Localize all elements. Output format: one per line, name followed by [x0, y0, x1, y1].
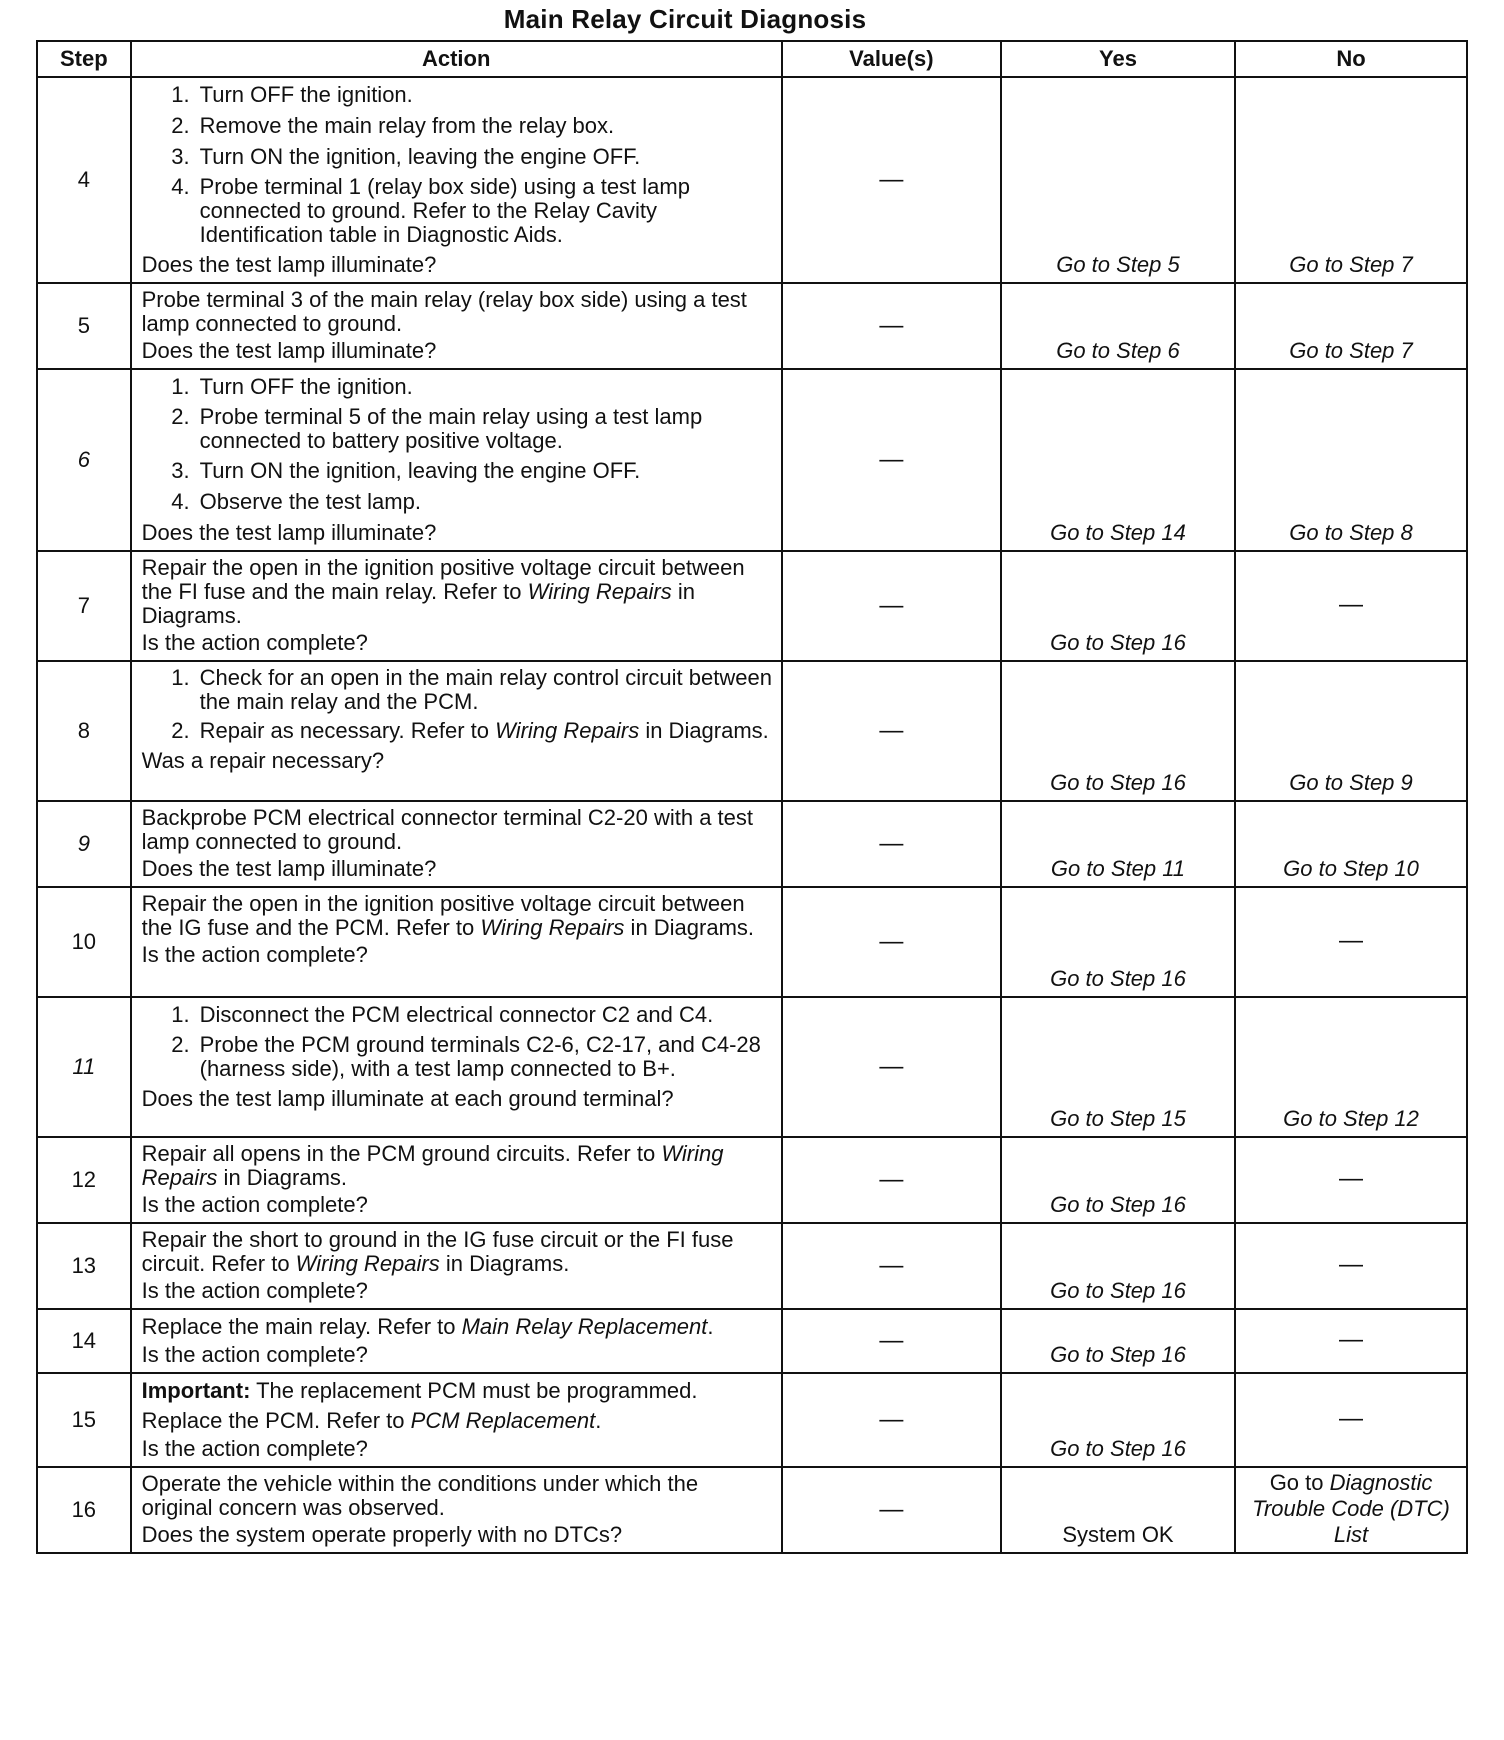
- item-number: 4.: [171, 489, 190, 514]
- important-text: The replacement PCM must be programmed.: [250, 1378, 698, 1403]
- no-cell: —: [1235, 1137, 1467, 1223]
- action-text-part: Repair all opens in the PCM ground circuits. Refer to: [141, 1141, 662, 1166]
- action-text-part: .: [595, 1408, 602, 1433]
- action-text: [142, 1228, 775, 1276]
- action-cell: [131, 1373, 782, 1467]
- item-text: Probe the PCM ground terminals C2-6, C2-17, and C4-28 (harness side), with a test lamp connected to B+.: [199, 1032, 761, 1081]
- action-cell: [131, 1223, 782, 1309]
- item-text: Turn ON the ignition, leaving the engine OFF.: [199, 144, 641, 169]
- item-number: 1.: [171, 82, 190, 107]
- action-text: [142, 556, 775, 628]
- step-number: 5: [37, 283, 131, 369]
- step-number: 10: [37, 887, 131, 997]
- table-row: [37, 551, 1467, 661]
- question-text: Does the test lamp illuminate?: [141, 856, 437, 881]
- important-label: Important:: [141, 1378, 251, 1403]
- action-cell: [131, 283, 782, 369]
- action-cell: [131, 661, 782, 801]
- table-row: [37, 283, 1467, 369]
- yes-cell: Go to Step 16: [1001, 551, 1235, 661]
- item-number: 4.: [171, 174, 190, 199]
- reference-link-text: Wiring Repairs: [295, 1251, 440, 1276]
- step-number: 8: [37, 661, 131, 801]
- item-text-part: in Diagrams.: [639, 718, 769, 743]
- action-text-part: Repair the open in the ignition positive voltage circuit between the FI fuse and the main relay. Refer to: [141, 555, 745, 604]
- header-step: Step: [37, 41, 131, 77]
- action-text: Backprobe PCM electrical connector terminal C2-20 with a test lamp connected to ground.: [141, 805, 753, 854]
- action-text-part: in Diagrams.: [217, 1165, 348, 1190]
- action-text-part: Repair the open in the ignition positive voltage circuit between the IG fuse and the PCM. Refer to: [141, 891, 745, 940]
- no-cell: Go to Step 9: [1235, 661, 1467, 801]
- list-item: [142, 175, 775, 247]
- table-row: [37, 887, 1467, 997]
- question-text: Is the action complete?: [141, 1278, 368, 1303]
- table-row: [37, 997, 1467, 1137]
- step-number: 16: [37, 1467, 131, 1553]
- no-cell: Go to Step 7: [1235, 77, 1467, 283]
- no-cell: —: [1235, 1309, 1467, 1373]
- value-cell: —: [782, 77, 1001, 283]
- list-item: [142, 1002, 775, 1028]
- item-number: 3.: [171, 144, 190, 169]
- reference-link-text: Wiring Repairs: [141, 1141, 724, 1190]
- action-cell: [131, 77, 782, 283]
- question-text: Is the action complete?: [141, 1192, 368, 1217]
- step-number: 4: [37, 77, 131, 283]
- value-cell: —: [782, 661, 1001, 801]
- action-text-part: Replace the main relay. Refer to: [141, 1314, 462, 1339]
- item-number: 1.: [171, 665, 190, 690]
- action-text-part: in Diagrams.: [624, 915, 755, 940]
- value-cell: —: [782, 551, 1001, 661]
- action-text-part: Repair the short to ground in the IG fuse circuit or the FI fuse circuit. Refer to: [141, 1227, 734, 1276]
- header-action: Action: [131, 41, 782, 77]
- list-item: [142, 144, 775, 170]
- action-text: Operate the vehicle within the conditions under which the original concern was observed.: [141, 1471, 699, 1520]
- table-row: [37, 77, 1467, 283]
- no-cell: —: [1235, 1373, 1467, 1467]
- question-text: Was a repair necessary?: [141, 748, 385, 773]
- yes-cell: Go to Step 5: [1001, 77, 1235, 283]
- item-text: Remove the main relay from the relay box.: [199, 113, 615, 138]
- important-note: [142, 1378, 775, 1404]
- action-text: [142, 1142, 775, 1190]
- no-cell: —: [1235, 551, 1467, 661]
- item-text: Observe the test lamp.: [199, 489, 421, 514]
- action-cell: [131, 369, 782, 551]
- question-text: Does the test lamp illuminate?: [141, 252, 437, 277]
- header-no: No: [1235, 41, 1467, 77]
- step-number: 9: [37, 801, 131, 887]
- value-cell: —: [782, 1137, 1001, 1223]
- item-text: Turn ON the ignition, leaving the engine OFF.: [199, 458, 641, 483]
- action-text-part: in Diagrams.: [141, 579, 695, 628]
- list-item: [142, 458, 775, 484]
- action-text: [142, 1408, 775, 1434]
- list-item: [142, 374, 775, 400]
- value-cell: —: [782, 997, 1001, 1137]
- value-cell: —: [782, 887, 1001, 997]
- action-cell: [131, 1137, 782, 1223]
- value-cell: —: [782, 1309, 1001, 1373]
- question-text: Does the test lamp illuminate?: [141, 338, 437, 363]
- value-cell: —: [782, 1373, 1001, 1467]
- table-row: [37, 369, 1467, 551]
- header-yes: Yes: [1001, 41, 1235, 77]
- yes-cell: Go to Step 11: [1001, 801, 1235, 887]
- item-text: Probe terminal 1 (relay box side) using a test lamp connected to ground. Refer to the Relay Cavity Identification table in Diagnostic Aids.: [199, 174, 690, 247]
- item-text: Turn OFF the ignition.: [199, 374, 413, 399]
- page-title: Main Relay Circuit Diagnosis: [503, 4, 867, 34]
- list-item: [142, 82, 775, 108]
- list-item: [142, 113, 775, 139]
- step-number: 14: [37, 1309, 131, 1373]
- item-text: Probe terminal 5 of the main relay using a test lamp connected to battery positive voltage.: [199, 404, 703, 453]
- no-cell: Go to Step 7: [1235, 283, 1467, 369]
- action-cell: [131, 1309, 782, 1373]
- no-cell: —: [1235, 1223, 1467, 1309]
- question-text: Is the action complete?: [141, 942, 368, 967]
- step-number: 15: [37, 1373, 131, 1467]
- item-number: 2.: [171, 113, 190, 138]
- table-row: [37, 1467, 1467, 1553]
- yes-cell: Go to Step 16: [1001, 1223, 1235, 1309]
- no-cell: Go to Step 10: [1235, 801, 1467, 887]
- yes-cell: Go to Step 14: [1001, 369, 1235, 551]
- list-item: [142, 666, 775, 714]
- dtc-list-reference: Diagnostic Trouble Code (DTC) List: [1252, 1469, 1450, 1547]
- yes-cell: Go to Step 16: [1001, 1309, 1235, 1373]
- item-number: 1.: [171, 374, 190, 399]
- action-text: [142, 1314, 775, 1340]
- reference-link-text: Main Relay Replacement: [461, 1314, 708, 1339]
- yes-cell: Go to Step 6: [1001, 283, 1235, 369]
- action-text: Probe terminal 3 of the main relay (relay box side) using a test lamp connected to ground.: [141, 287, 747, 336]
- action-text-part: .: [707, 1314, 714, 1339]
- yes-cell: Go to Step 16: [1001, 887, 1235, 997]
- step-number: 13: [37, 1223, 131, 1309]
- list-item: [142, 489, 775, 515]
- diagnosis-table: [36, 40, 1468, 1554]
- action-text-part: Replace the PCM. Refer to: [141, 1408, 411, 1433]
- list-item: [142, 1033, 775, 1081]
- table-row: [37, 801, 1467, 887]
- table-row: [37, 1223, 1467, 1309]
- item-text: [200, 719, 775, 743]
- reference-link-text: Wiring Repairs: [527, 579, 672, 604]
- action-text: [142, 892, 775, 940]
- yes-cell: Go to Step 15: [1001, 997, 1235, 1137]
- table-row: [37, 1373, 1467, 1467]
- table-row: [37, 1137, 1467, 1223]
- step-number: 11: [37, 997, 131, 1137]
- list-item: [142, 719, 775, 743]
- item-number: 1.: [171, 1002, 190, 1027]
- reference-link-text: PCM Replacement: [410, 1408, 596, 1433]
- no-cell: Go to Step 12: [1235, 997, 1467, 1137]
- action-cell: [131, 801, 782, 887]
- action-cell: [131, 997, 782, 1137]
- no-text-part: Go to: [1269, 1469, 1330, 1495]
- value-cell: —: [782, 283, 1001, 369]
- item-number: 3.: [171, 458, 190, 483]
- yes-cell: System OK: [1001, 1467, 1235, 1553]
- item-text: Check for an open in the main relay control circuit between the main relay and the PCM.: [199, 665, 772, 714]
- value-cell: —: [782, 1467, 1001, 1553]
- header-values: Value(s): [782, 41, 1001, 77]
- action-text-part: in Diagrams.: [439, 1251, 570, 1276]
- table-row: [37, 661, 1467, 801]
- item-number: 2.: [171, 404, 190, 429]
- item-number: 2.: [171, 718, 190, 743]
- no-cell: [1235, 1467, 1467, 1553]
- item-text: Disconnect the PCM electrical connector C2 and C4.: [199, 1002, 714, 1027]
- yes-cell: Go to Step 16: [1001, 1373, 1235, 1467]
- question-text: Does the system operate properly with no DTCs?: [141, 1522, 623, 1547]
- step-number: 12: [37, 1137, 131, 1223]
- question-text: Is the action complete?: [141, 1436, 368, 1461]
- reference-link-text: Wiring Repairs: [495, 718, 640, 743]
- question-text: Does the test lamp illuminate?: [141, 520, 437, 545]
- action-cell: [131, 1467, 782, 1553]
- step-number: 7: [37, 551, 131, 661]
- step-number: 6: [37, 369, 131, 551]
- table-row: [37, 1309, 1467, 1373]
- no-cell: Go to Step 8: [1235, 369, 1467, 551]
- item-number: 2.: [171, 1032, 190, 1057]
- question-text: Does the test lamp illuminate at each ground terminal?: [141, 1086, 674, 1111]
- reference-link-text: Wiring Repairs: [480, 915, 625, 940]
- yes-cell: Go to Step 16: [1001, 1137, 1235, 1223]
- table-header-row: [37, 41, 1467, 77]
- action-cell: [131, 887, 782, 997]
- value-cell: —: [782, 369, 1001, 551]
- no-cell: —: [1235, 887, 1467, 997]
- item-text-part: Repair as necessary. Refer to: [199, 718, 496, 743]
- item-text: Turn OFF the ignition.: [199, 82, 413, 107]
- question-text: Is the action complete?: [141, 1342, 368, 1367]
- value-cell: —: [782, 1223, 1001, 1309]
- list-item: [142, 405, 775, 453]
- action-cell: [131, 551, 782, 661]
- value-cell: —: [782, 801, 1001, 887]
- yes-cell: Go to Step 16: [1001, 661, 1235, 801]
- question-text: Is the action complete?: [141, 630, 368, 655]
